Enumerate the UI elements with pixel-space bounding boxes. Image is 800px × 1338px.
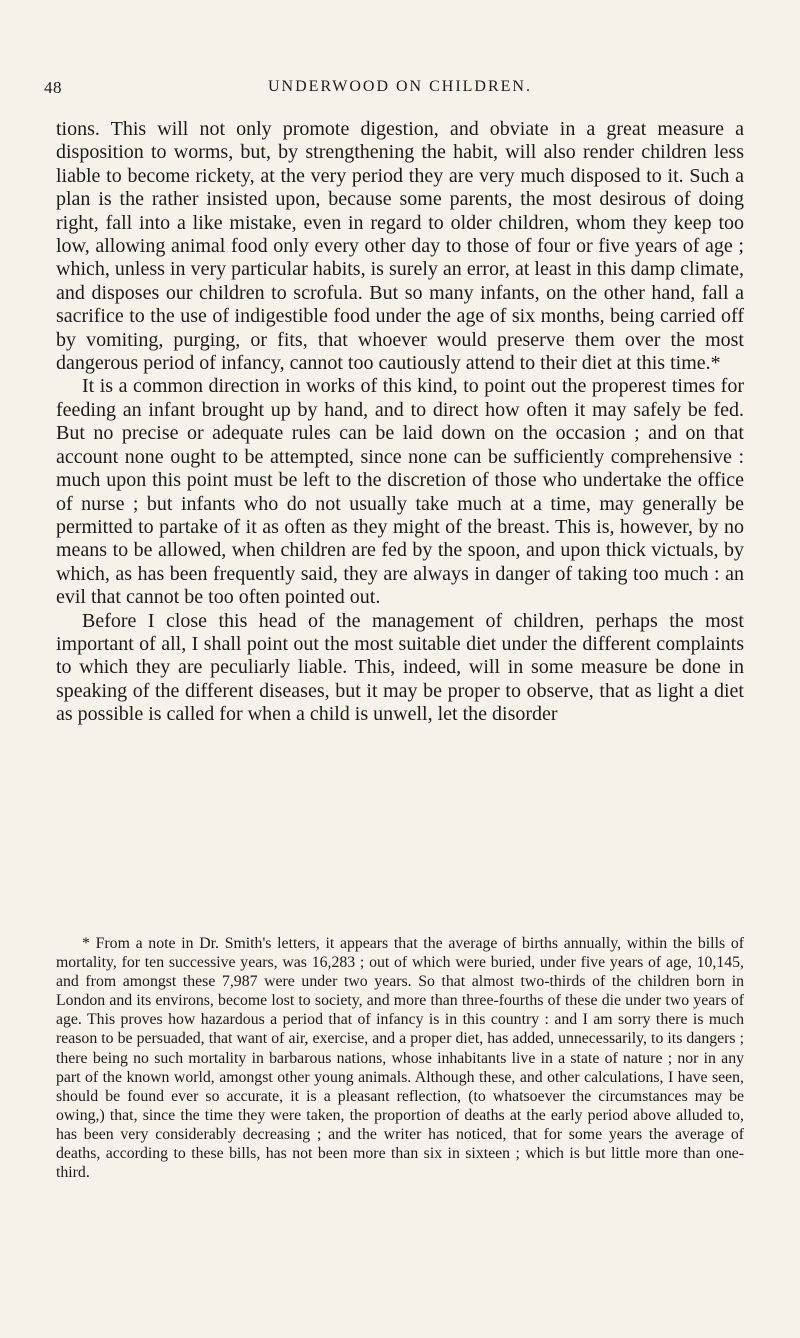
running-head xyxy=(44,78,756,104)
running-title: UNDERWOOD ON CHILDREN. xyxy=(268,78,532,95)
page-number: 48 xyxy=(44,78,62,97)
footnote-text: * From a note in Dr. Smith's letters, it appears that the average of births annually, within the bills of mortality, for ten successive years, was 16,283 ; out of which were buried, under five years of age, 10,145, and from amongst these 7,987 were under two years. So that almost two-thirds of the children born in London and its environs, become lost to society, and more than three-fourths of these die under two years of age. This proves how hazardous a period that of infancy is in this country : and I am sorry there is much reason to be persuaded, that want of air, exercise, and a proper diet, has added, unnecessarily, to its dangers ; there being no such mortality in barbarous nations, whose inhabitants live in a state of nature ; nor in any part of the known world, amongst other young animals. Although these, and other calculations, I have seen, should be found ever so accurate, it is a pleasant reflection, (to whatsoever the circumstances may be owing,) that, since the time they were taken, the proportion of deaths at the early period above alluded to, has been very considerably decreasing ; and the writer has noticed, that for some years the average of deaths, according to these bills, has not been more than six in sixteen ; which is but little more than one-third. xyxy=(56,935,744,1182)
paragraph-diet-complaints: Before I close this head of the management of children, perhaps the most important of all, I shall point out the most suitable diet under the different complaints to which they are peculiarly liable. This, indeed, will in some measure be done in speaking of the different diseases, but it may be proper to observe, that as light a diet as possible is called for when a child is unwell, let the disorder xyxy=(56,609,744,726)
body-text xyxy=(56,118,744,727)
paragraph-continued: tions. This will not only promote digestion, and obviate in a great measure a disposition to worms, but, by strengthening the habit, will also render children less liable to become rickety, at the very period they are very much disposed to it. Such a plan is the rather insisted upon, because some parents, the most desirous of doing right, fall into a like mistake, even in regard to older children, whom they keep too low, allowing animal food only every other day to those of four or five years of age ; which, unless in very particular habits, is surely an error, at least in this damp climate, and disposes our children to scrofula. But so many infants, on the other hand, fall a sacrifice to the use of indigestible food under the age of six months, being carried off by vomiting, purging, or fits, that whoever would preserve them over the most dangerous period of infancy, cannot too cautiously attend to their diet at this time.* xyxy=(56,118,744,375)
paragraph-feeding-times: It is a common direction in works of this kind, to point out the properest times for feeding an infant brought up by hand, and to direct how often it may safely be fed. But no precise or adequate rules can be laid down on the occasion ; and on that account none ought to be attempted, since none can be sufficiently comprehensive : much upon this point must be left to the discretion of those who undertake the office of nurse ; but infants who do not usually take much at a time, may generally be permitted to partake of it as often as they might of the breast. This is, however, by no means to be allowed, when children are fed by the spoon, and upon thick victuals, by which, as has been frequently said, they are always in danger of taking too much : an evil that cannot be too often pointed out. xyxy=(56,375,744,609)
footnote-block xyxy=(56,934,744,1182)
